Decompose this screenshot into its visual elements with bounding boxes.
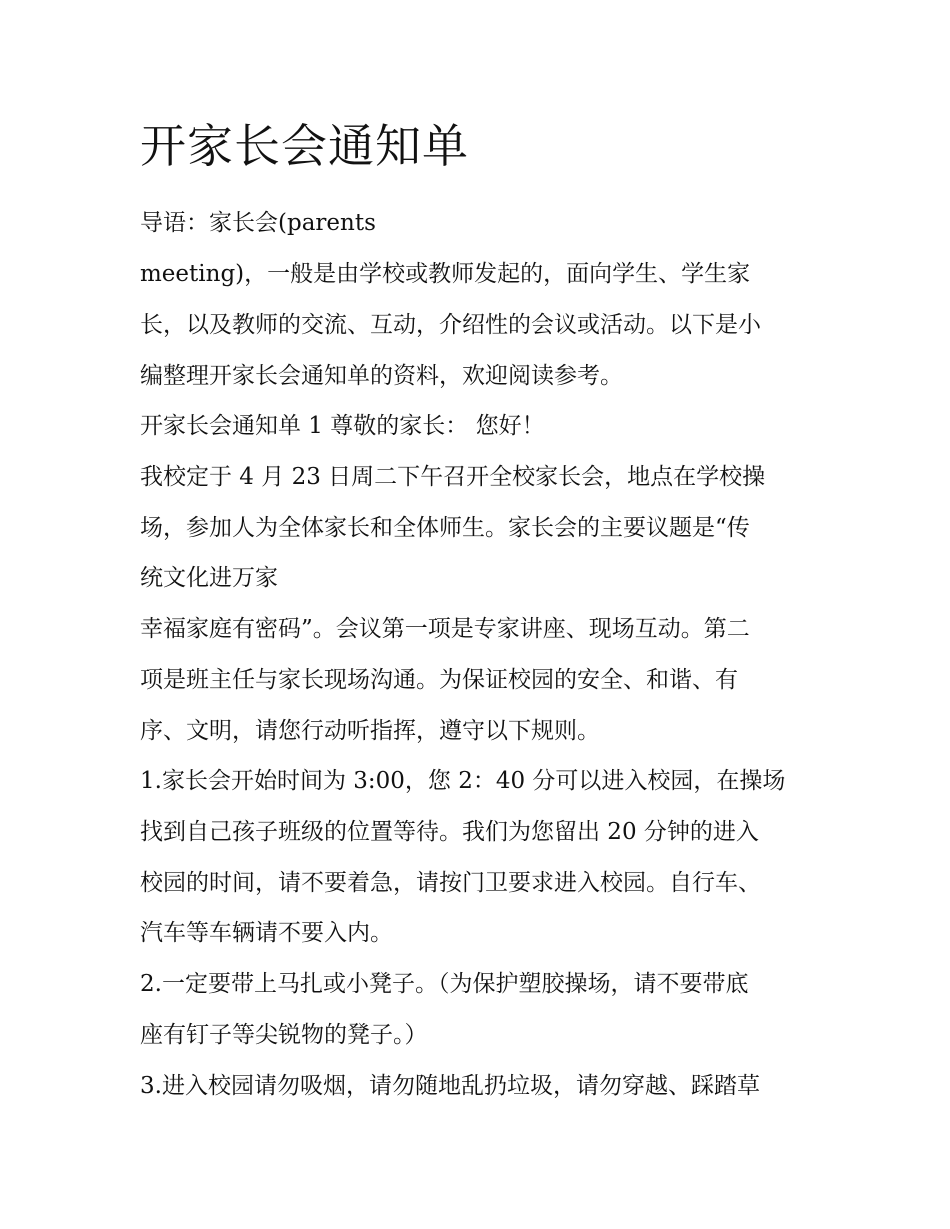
body-line-5: 项是班主任与家长现场沟通。为保证校园的安全、和谐、有	[140, 667, 738, 693]
body-line-2: 场，参加人为全体家长和全体师生。家长会的主要议题是“传	[140, 515, 750, 541]
intro-line-3: 长，以及教师的交流、互动，介绍性的会议或活动。以下是小	[140, 312, 761, 338]
body-line-6: 序、文明，请您行动听指挥，遵守以下规则。	[140, 718, 600, 744]
body-line-3: 统文化进万家	[140, 565, 278, 591]
rule-3-line-1: 3.进入校园请勿吸烟，请勿随地乱扔垃圾，请勿穿越、踩踏草	[140, 1073, 760, 1099]
rule-1-line-3: 校园的时间，请不要着急，请按门卫要求进入校园。自行车、	[140, 870, 761, 896]
intro-line-4: 编整理开家长会通知单的资料，欢迎阅读参考。	[140, 363, 623, 389]
greeting-line: 开家长会通知单 1 尊敬的家长： 您好！	[140, 413, 545, 439]
rule-2-line-1: 2.一定要带上马扎或小凳子。（为保护塑胶操场，请不要带底	[140, 971, 749, 997]
rule-1-line-2: 找到自己孩子班级的位置等待。我们为您留出 20 分钟的进入	[140, 819, 759, 845]
rule-1-line-1: 1.家长会开始时间为 3:00，您 2：40 分可以进入校园，在操场	[140, 768, 786, 794]
intro-line-2: meeting)，一般是由学校或教师发起的，面向学生、学生家	[140, 261, 751, 287]
document-title: 开家长会通知单	[140, 119, 469, 173]
rule-2-line-2: 座有钉子等尖锐物的凳子。）	[140, 1022, 428, 1048]
body-line-4: 幸福家庭有密码”。会议第一项是专家讲座、现场互动。第二	[140, 616, 750, 642]
intro-line-1: 导语：家长会(parents	[140, 210, 376, 236]
rule-1-line-4: 汽车等车辆请不要入内。	[140, 920, 393, 946]
body-line-1: 我校定于 4 月 23 日周二下午召开全校家长会，地点在学校操	[140, 464, 766, 490]
